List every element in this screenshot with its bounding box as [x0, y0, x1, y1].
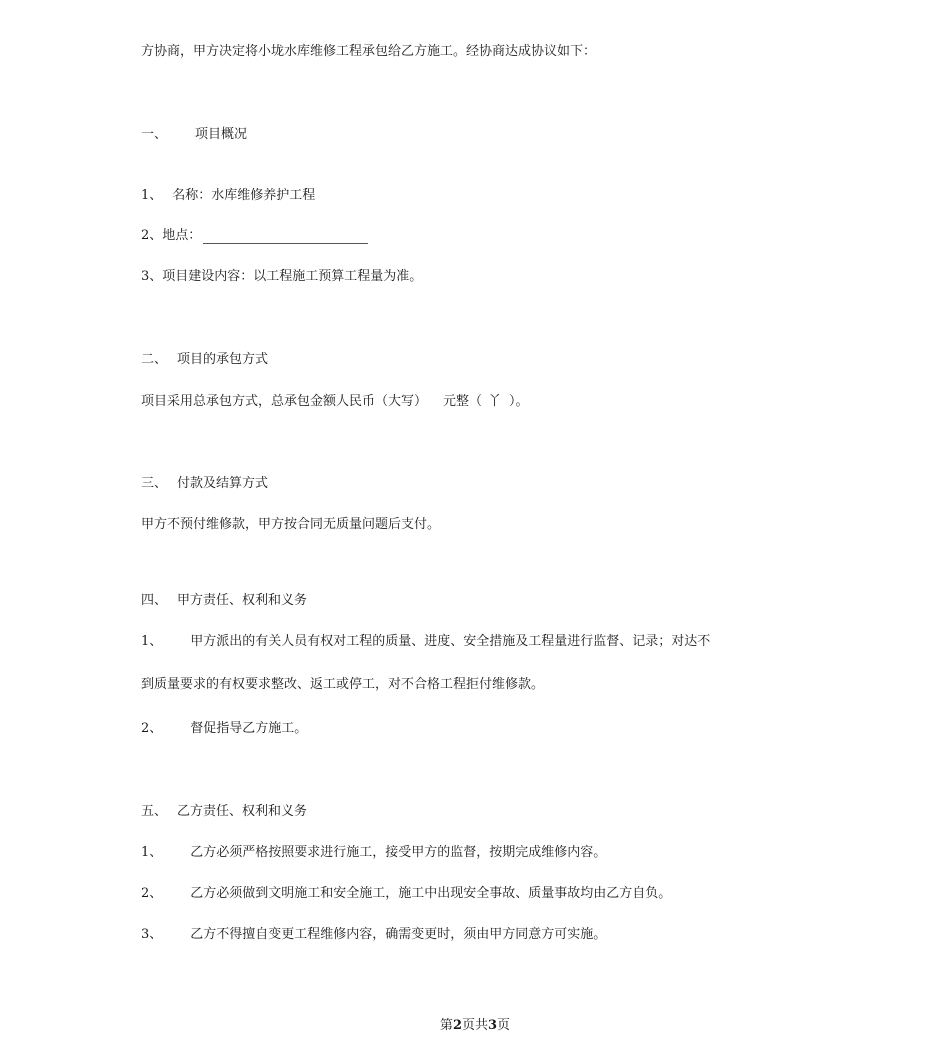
item-number: 3、	[141, 927, 163, 942]
list-item-continuation: 到质量要求的有权要求整改、返工或停工，对不合格工程拒付维修款。	[141, 677, 545, 692]
contract-amount-close: ）。	[509, 394, 529, 409]
total-page-number: 3	[488, 1018, 498, 1033]
page-footer	[0, 1018, 950, 1034]
list-item	[141, 927, 606, 943]
section-title: 项目概况	[195, 127, 248, 142]
intro-paragraph: 方协商，甲方决定将小垅水库维修工程承包给乙方施工。经协商达成协议如下：	[141, 44, 597, 59]
section-number: 五、	[141, 804, 168, 819]
footer-suffix: 页	[497, 1018, 511, 1033]
item-text: 乙方必须严格按照要求进行施工，接受甲方的监督，按期完成维修内容。	[190, 845, 607, 860]
list-item	[141, 845, 606, 861]
section-title: 付款及结算方式	[177, 476, 269, 491]
paragraph	[141, 394, 529, 410]
section-heading-2	[141, 352, 268, 368]
contract-amount-unit: 元整（	[443, 394, 483, 409]
paragraph: 甲方不预付维修款，甲方按合同无质量问题后支付。	[141, 517, 441, 532]
section-heading-1	[141, 127, 247, 143]
section-title: 甲方责任、权利和义务	[177, 593, 308, 608]
current-page-number: 2	[452, 1018, 462, 1033]
item-number: 1、	[141, 634, 163, 649]
list-item	[141, 634, 710, 650]
item-number: 2、	[141, 886, 163, 901]
item-number: 2、	[141, 721, 163, 736]
list-item	[141, 721, 307, 737]
list-item	[141, 886, 671, 902]
section-number: 三、	[141, 476, 168, 491]
item-number: 2、	[141, 228, 163, 243]
section-number: 一、	[141, 127, 168, 142]
footer-middle: 页共	[461, 1018, 488, 1033]
item-text: 甲方派出的有关人员有权对工程的质量、进度、安全措施及工程量进行监督、记录；对达不	[190, 634, 711, 649]
section-heading-5	[141, 804, 307, 820]
section-heading-4	[141, 593, 307, 609]
contract-amount-text: 项目采用总承包方式，总承包金额人民币（大写）	[141, 394, 428, 409]
item-text: 乙方不得擅自变更工程维修内容，确需变更时，须由甲方同意方可实施。	[190, 927, 607, 942]
list-item	[141, 228, 368, 244]
section-heading-3	[141, 476, 268, 492]
item-number: 1、	[141, 845, 163, 860]
list-item	[141, 188, 315, 204]
list-item	[141, 269, 422, 285]
item-text: 乙方必须做到文明施工和安全施工，施工中出现安全事故、质量事故均由乙方自负。	[190, 886, 672, 901]
item-text: 名称：水库维修养护工程	[172, 188, 316, 203]
location-blank-line	[203, 231, 368, 244]
item-number: 1、	[141, 188, 163, 203]
footer-prefix: 第	[439, 1018, 453, 1033]
item-text: 项目建设内容：以工程施工预算工程量为准。	[162, 269, 423, 284]
section-title: 乙方责任、权利和义务	[177, 804, 308, 819]
item-text: 督促指导乙方施工。	[190, 721, 308, 736]
section-number: 四、	[141, 593, 168, 608]
section-number: 二、	[141, 352, 168, 367]
item-text: 地点：	[162, 228, 202, 243]
amount-symbol: 丫	[488, 394, 502, 409]
section-title: 项目的承包方式	[177, 352, 269, 367]
item-number: 3、	[141, 269, 163, 284]
